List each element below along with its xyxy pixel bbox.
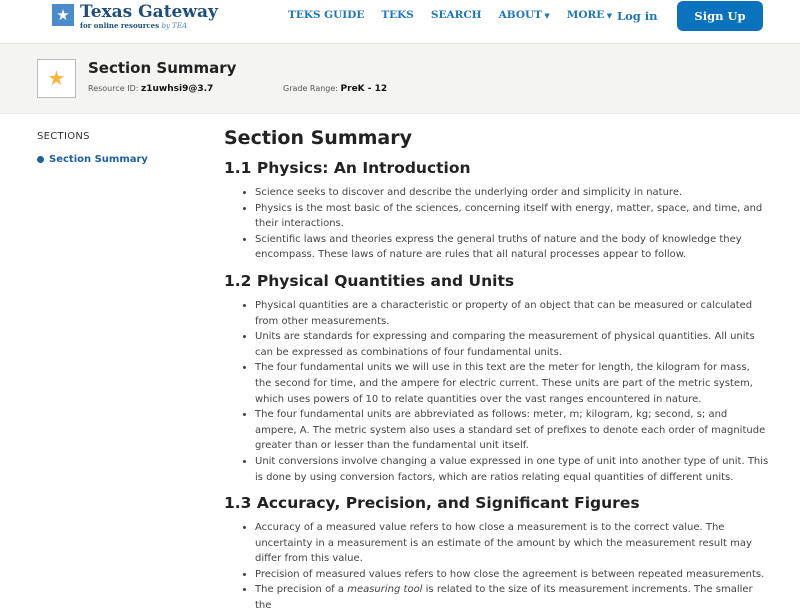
logo-subtitle: for online resources by TEA bbox=[80, 21, 187, 30]
list-item: • Precision of measured values refers to how close the agreement is between repeated measurements. bbox=[255, 567, 769, 583]
list-item: • Science seeks to discover and describe the underlying order and simplicity in nature. bbox=[255, 185, 769, 201]
nav-teks-guide[interactable]: TEKS GUIDE bbox=[288, 9, 365, 21]
sidebar-item-section-summary[interactable]: Section Summary bbox=[37, 154, 148, 165]
bullet-list bbox=[224, 520, 769, 614]
list-item: • Accuracy of a measured value refers to how close a measurement is to the correct value. The uncertainty in a measurement is an estimate of the amount by which the measurement result may differ from this value. bbox=[255, 520, 769, 567]
list-item: • Physics is the most basic of the sciences, concerning itself with energy, matter, space, and time, and their interactions. bbox=[255, 201, 769, 232]
caret-down-icon: ▼ bbox=[541, 11, 550, 20]
sidebar-heading: SECTIONS bbox=[37, 131, 90, 142]
page-title: Section Summary bbox=[224, 127, 413, 149]
sections-sidebar bbox=[37, 131, 148, 165]
section-heading: 1.3 Accuracy, Precision, and Significant Figures bbox=[224, 494, 640, 513]
caret-down-icon: ▼ bbox=[604, 11, 613, 20]
site-header bbox=[0, 0, 800, 44]
login-link[interactable]: Log in bbox=[617, 9, 658, 23]
bullet-dot-icon bbox=[37, 156, 44, 163]
resource-id: Resource ID: z1uwhsi9@3.7 bbox=[88, 84, 214, 94]
bullet-list bbox=[224, 298, 769, 485]
nav-more[interactable]: MORE ▼ bbox=[566, 9, 613, 21]
main-nav bbox=[288, 9, 629, 21]
nav-about[interactable]: ABOUT ▼ bbox=[498, 9, 550, 21]
main-content bbox=[224, 127, 769, 614]
section-heading: 1.1 Physics: An Introduction bbox=[224, 159, 471, 177]
star-icon: ★ bbox=[52, 4, 74, 26]
list-item: • The four fundamental units are abbreviated as follows: meter, m; kilogram, kg; second, s; and ampere, A. The metric system also uses a standard set of prefixes to denote each order of magnitude greater than or lesser than the fundamental unit itself. bbox=[255, 407, 769, 454]
list-item: • The four fundamental units we will use in this text are the meter for length, the kilogram for mass, the second for time, and the ampere for electric current. These units are part of the metric system, which uses powers of 10 to relate quantities over the vast ranges encountered in nature. bbox=[255, 360, 769, 407]
section-heading: 1.2 Physical Quantities and Units bbox=[224, 271, 515, 290]
bullet-list bbox=[224, 185, 769, 263]
nav-search[interactable]: SEARCH bbox=[430, 9, 482, 21]
resource-title: Section Summary bbox=[88, 59, 237, 77]
list-item: • Units are standards for expressing and comparing the measurement of physical quantities. All units can be expressed as combinations of four fundamental units. bbox=[255, 329, 769, 360]
list-item: • Scientific laws and theories express the general truths of nature and the body of knowledge they encompass. These laws of nature are rules that all natural processes appear to follow. bbox=[255, 232, 769, 263]
nav-teks[interactable]: TEKS bbox=[381, 9, 414, 21]
star-icon: ★ bbox=[37, 59, 76, 98]
grade-range: Grade Range: PreK - 12 bbox=[283, 84, 388, 94]
signup-button[interactable]: Sign Up bbox=[677, 1, 763, 31]
resource-header bbox=[0, 44, 800, 114]
list-item: • Unit conversions involve changing a value expressed in one type of unit into another type of unit. This is done by using conversion factors, which are ratios relating equal quantities of different units. bbox=[255, 454, 769, 485]
logo-title: Texas Gateway bbox=[80, 2, 218, 22]
list-item: • Physical quantities are a characteristic or property of an object that can be measured or calculated from other measurements. bbox=[255, 298, 769, 329]
list-item: • The precision of a measuring tool is related to the size of its measurement increments. The smaller the bbox=[255, 582, 769, 613]
texas-gateway-logo[interactable] bbox=[38, 4, 218, 30]
